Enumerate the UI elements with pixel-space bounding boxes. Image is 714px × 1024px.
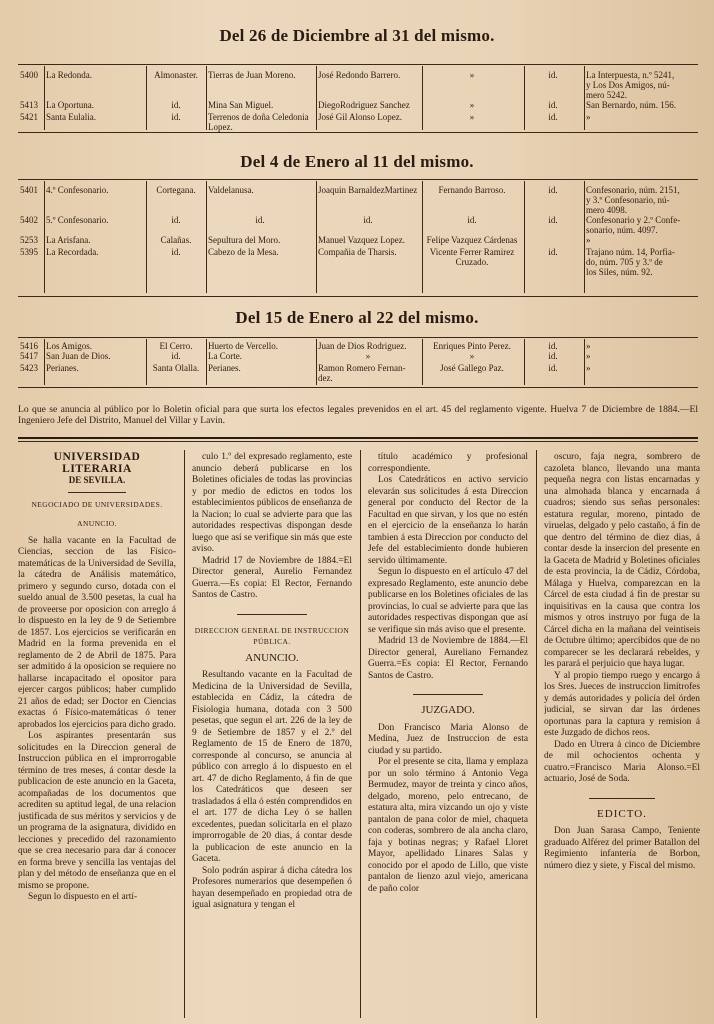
paragraph: Dado en Utrera á cinco de Diciembre de mil ochocientos ochenta y cuatro.=Francisco Maria Alonso.=El actuario, José de Soda.: [544, 739, 700, 784]
claim-number: 5400: [20, 70, 38, 80]
reference: id.: [548, 70, 558, 80]
rule: [18, 337, 698, 338]
owner-name: Compañia de Tharsis.: [318, 247, 397, 257]
paragraph: Y al propio tiempo ruego y encargo á los Sres. Jueces de instruccion limítrofes y demás autoridades y policía del órden judicial, se sirvan dar las órdenes oportunas para la captura y remision á este Juzgado de dichos reos.: [544, 670, 700, 738]
borders: »: [586, 235, 591, 245]
column-rule: [146, 339, 147, 385]
representative: Vicente Ferrer Ramirez Cruzado.: [429, 247, 515, 267]
column-rule: [44, 339, 45, 385]
section-title-3: Del 15 de Enero al 22 del mismo.: [235, 308, 479, 327]
representative: Enriques Pinto Perez.: [433, 341, 511, 351]
paragraph: Se halla vacante en la Facultad de Ciencias, seccion de las Físico-matemáticas de la Universidad de Sevilla, la cátedra de Análisis matemático, primero y segundo curso, dotada con el sueldo anual de 3.500 pesetas, la cual ha de proveerse por oposicion con arreglo á lo dispuesto en la ley de 9 de Setiembre de 1857. Los ejercicios se verificarán en Madrid en la forma prevenida en el reglamento de 2 de Abril de 1875. Para ser admitido á la oposicion se requiere no hallarse incapacitado el opositor para ejercer cargos públicos; haber cumplido 21 años de edad; ser Doctor en Ciencias exactas ó Físico-matemáticas ó tener aprobados los ejercicios para dicho grado.: [18, 535, 176, 730]
direction-paragraphs-a: [192, 452, 352, 602]
rule: [18, 387, 698, 388]
borders: Confesonario y 2.º Confe- sonario, núm. 4097.: [586, 215, 681, 235]
reference: id.: [548, 351, 558, 361]
column-rule: [422, 66, 423, 130]
claims-table-1: [18, 68, 698, 130]
representative: Fernando Barroso.: [438, 185, 506, 195]
site-name: La Corte.: [208, 351, 242, 361]
column-rule: [206, 181, 207, 293]
site-name: Cabezo de la Mesa.: [208, 247, 279, 257]
column-rule: [146, 66, 147, 130]
paragraph: Madrid 17 de Noviembre de 1884.=El Director general, Aurelio Fernandez Guerra.—Es copia: El Rector, Fernando Santos de Castro.: [192, 555, 352, 600]
mine-name: La Redonda.: [46, 70, 92, 80]
paragraph: oscuro, faja negra, sombrero de cazoleta blanco, llevando una manta pequeña negra con listas encarnadas y una almohada blanca y encarnada á cuadros; siendo sus señas personales: estatura regular, moreno, pintado de viruelas, delgado y pelo castaño, á fin de que dentro del término de diez dias, á contar desde la insercion del presente en la Gaceta de Madrid y Boletines oficiales de esta provincia, la de Cádiz, Córdoba, Málaga y Huelva, comparezcan en la Cárcel de esta ciudad á fin de prestar su inquisitivas en la causa que contra los mismos y otros instruyo por fuga de la Cárcel dicha en la mañana del veintiseis de Octubre último; apercibidos que de no comparecer se les declarará rebeldes, y les parará el perjuicio que haya lugar.: [544, 452, 700, 669]
column-rule: [206, 66, 207, 130]
mine-name: La Arisfana.: [46, 235, 91, 245]
university-paragraphs: [18, 536, 176, 904]
claim-number: 5253: [20, 235, 38, 245]
column-rule: [524, 181, 525, 293]
mine-name: 4.º Confesonario.: [46, 185, 109, 195]
site-name: Perianes.: [208, 363, 241, 373]
borders: »: [586, 112, 591, 122]
column-rule: [584, 181, 585, 293]
double-rule: [18, 441, 698, 442]
site-name: Sepultura del Moro.: [208, 235, 281, 245]
borders: Confesonario, núm. 2151, y 3.º Confesonario, nú- mero 4098.: [586, 185, 680, 215]
paragraph: Solo podrán aspirar á dicha cátedra los Profesores numerarios que desempeñen ó hayan desempeñado en propiedad otra de igual asignatura y tengan el: [192, 865, 352, 910]
representative: »: [469, 70, 475, 80]
mining-notice: Lo que se anuncia al público por lo Boletin oficial para que surta los efectos legales prevenidos en el art. 45 del reglamento vigente. Huelva 7 de Diciembre de 1884.—El Ingeniero Jefe del Distrito, Manuel del Villar y Lavin.: [18, 404, 698, 426]
municipality: id.: [171, 100, 181, 110]
mine-name: Perianes.: [46, 363, 79, 373]
claims-table-3: [18, 341, 698, 385]
mine-name: Santa Eulalia.: [46, 112, 96, 122]
rule: [18, 132, 698, 133]
rule: [237, 614, 307, 615]
site-name: Mina San Miguel.: [208, 100, 274, 110]
column-divider: [360, 450, 361, 1018]
owner-name: José Gil Alonso Lopez.: [318, 112, 402, 122]
municipality: id.: [171, 112, 181, 122]
borders: »: [586, 341, 591, 351]
rule: [68, 492, 126, 493]
rule: [589, 798, 655, 799]
paragraph: Por el presente se cita, llama y emplaza por un solo término á Antonio Vega Bermudez, mayor de treinta y cinco años, delgado, moreno, pelo entrecano, de estatura alta, mira vizcando un ojo y viste pantalon de pana color de miel, chaqueta con coderas, sombrero de ala ancha claro, faja y botinas negras; y Rafael Lloret Mayor, apellidado Linares Salas y conocido por el apodo de Lillo, que viste pantalon de lienzo azul viejo, americana de paño color: [368, 757, 528, 894]
column-rule: [422, 339, 423, 385]
owner-name: DiegoRodriguez Sanchez: [318, 100, 410, 110]
column-divider: [184, 450, 185, 1018]
mine-name: San Juan de Dios.: [46, 351, 111, 361]
site-name: id.: [255, 215, 265, 225]
borders: »: [586, 363, 591, 373]
claims-table-2: [18, 183, 698, 293]
municipality: El Cerro.: [159, 341, 193, 351]
site-name: Tierras de Juan Moreno.: [208, 70, 296, 80]
notice-heading: ANUNCIO.: [77, 519, 117, 528]
reference: id.: [548, 185, 558, 195]
rule: [413, 694, 483, 695]
rule: [18, 64, 698, 65]
paragraph: Don Juan Sarasa Campo, Teniente graduado Alférez del primer Batallon del Regimiento infantería de Borbon, número diez y siete, y Fiscal del mismo.: [544, 826, 700, 871]
representative: »: [469, 112, 475, 122]
paragraph: título académico y profesional correspondiente.: [368, 452, 528, 474]
municipality: Calañas.: [160, 235, 192, 245]
mine-name: La Recordada.: [46, 247, 99, 257]
column-rule: [44, 66, 45, 130]
column-rule: [44, 181, 45, 293]
direction-paragraphs-b: [192, 670, 352, 912]
owner-name: José Redondo Barrero.: [318, 70, 401, 80]
court-paragraphs-a: [368, 452, 528, 682]
court-heading: JUZGADO.: [421, 704, 475, 716]
mine-name: 5.º Confesonario.: [46, 215, 109, 225]
reference: id.: [548, 363, 558, 373]
claim-number: 5401: [20, 185, 38, 195]
department: NEGOCIADO DE UNIVERSIDADES.: [31, 499, 163, 509]
borders: La Interpuesta, n.º 5241, y Los Dos Amigos, nú- mero 5242.: [586, 70, 675, 100]
borders: San Bernardo, núm. 156.: [586, 100, 676, 110]
university-title: UNIVERSIDAD LITERARIA: [53, 452, 141, 475]
direction-heading: ANUNCIO.: [245, 651, 299, 664]
paragraph: Don Francisco Maria Alonso de Medina, Juez de Instruccion de esta ciudad y su partido.: [368, 722, 528, 756]
edict-paragraphs: [544, 826, 700, 872]
paragraph: Los Catedráticos en activo servicio elevarán sus solicitudes á esta Direccion general por conducto del Rector de la Facultad en que sirvan, y los que no estén en el ejercicio de la enseñanza lo harán tambien á esta Direccion por conducto del Jefe del establecimiento donde hubieren servido últimamente.: [368, 475, 528, 566]
column-rule: [584, 339, 585, 385]
column-rule: [146, 181, 147, 293]
owner-name: Manuel Vazquez Lopez.: [318, 235, 406, 245]
claim-number: 5402: [20, 215, 38, 225]
municipality: id.: [171, 247, 181, 257]
direction-title: DIRECCION GENERAL DE INSTRUCCION PÚBLICA.: [194, 625, 350, 646]
municipality: Almonaster.: [154, 70, 198, 80]
claim-number: 5423: [20, 363, 38, 373]
column-divider: [536, 450, 537, 1018]
reference: id.: [548, 100, 558, 110]
column-rule: [524, 339, 525, 385]
mine-name: La Oportuna.: [46, 100, 94, 110]
rule: [18, 179, 698, 180]
column-rule: [422, 181, 423, 293]
column-rule: [206, 339, 207, 385]
claim-number: 5417: [20, 351, 38, 361]
double-rule: [18, 437, 698, 439]
paragraph: Madrid 13 de Noviembre de 1884.—El Director general, Aureliano Fernandez Guerra.=Es copia: El Rector, Fernando Santos de Castro.: [368, 636, 528, 681]
claim-number: 5413: [20, 100, 38, 110]
reference: id.: [548, 215, 558, 225]
column-direction: [192, 452, 352, 1017]
column-rule: [316, 339, 317, 385]
claim-number: 5416: [20, 341, 38, 351]
paragraph: Resultando vacante en la Facultad de Medicina de la Universidad de Sevilla, establecida en Cádiz, la cátedra de Fisiologia humana, dotada con 3 500 pesetas, que segun el art. 226 de la ley de 9 de Setiembre de 1857 y el 2.º del Reglamento de 15 de Enero de 1870, corresponde al concurso, se anuncia al público con arreglo á lo dispuesto en el art. 47 de dicho Reglamento, á fin de que los Catedráticos que deseen ser trasladados á ella ó estén comprendidos en el art. 177 de dicha Ley ó se hallen excedentes, puedan solicitarla en el plazo improrrogable de 20 dias, á contar desde la publicacion de este anuncio en la Gaceta.: [192, 670, 352, 864]
claim-number: 5395: [20, 247, 38, 257]
column-rule: [316, 181, 317, 293]
column-rule: [316, 66, 317, 130]
section-title-1: Del 26 de Diciembre al 31 del mismo.: [219, 26, 495, 45]
representative: José Gallego Paz.: [440, 363, 504, 373]
paragraph: Los aspirantes presentarán sus solicitudes en la Direccion general de Instruccion pública en el improrrogable término de tres meses, á contar desde la publicacion de este anuncio en la Gaceta, acompañadas de los documentos que acrediten su aptitud legal, de una relacion justificada de sus méritos y servicios y de un programa de la asignatura, dividido en lecciones y precedido del razonamiento que se crea necesario para dar á conocer en forma breve y sencilla las ventajas del plan y del método de enseñanza que en el mismo se propone.: [18, 731, 176, 891]
municipality: Santa Olalla.: [152, 363, 200, 373]
mine-name: Los Amigos.: [46, 341, 93, 351]
site-name: Huerto de Vercello.: [208, 341, 279, 351]
court-paragraphs-b: [368, 723, 528, 896]
borders: »: [586, 351, 591, 361]
reference: id.: [548, 247, 558, 257]
rule: [18, 296, 698, 297]
paragraph: Segun lo dispuesto en el artículo 47 del expresado Reglamento, este anuncio debe publicarse en los Boletines oficiales de las provincias, lo cual se advierte para que las autoridades respectivas dispongan que así se verifique sin más aviso que el presente.: [368, 567, 528, 635]
university-subtitle: DE SEVILLA.: [68, 475, 126, 485]
paragraph: Segun lo dispuesto en el artí-: [28, 892, 138, 902]
section-title-2: Del 4 de Enero al 11 del mismo.: [240, 152, 474, 171]
owner-name: id.: [363, 215, 373, 225]
claim-number: 5421: [20, 112, 38, 122]
representative: »: [469, 351, 475, 361]
owner-name: Joaquin BarnaldezMartinez: [318, 185, 418, 195]
column-court: [368, 452, 528, 1017]
site-name: Valdelanusa.: [208, 185, 254, 195]
column-edict: [544, 452, 700, 1017]
column-university: [18, 452, 176, 1017]
municipality: Cortegana.: [156, 185, 196, 195]
owner-name: »: [365, 351, 371, 361]
reference: id.: [548, 112, 558, 122]
paragraph: culo 1.º del expresado reglamento, este anuncio deberá publicarse en los Boletines oficiales de todas las provincias y por medio de edictos en todos los establecimientos públicos de enseñanza de la Nacion; lo cual se advierte para que las autoridades respectivas dispongan desde luego que así se verifique sin más que este aviso.: [192, 452, 352, 554]
representative: Felipe Vazquez Cárdenas: [426, 235, 518, 245]
column-rule: [584, 66, 585, 130]
borders: Trajano núm. 14, Porfia- do, núm. 705 y 3.º de los Siles, núm. 92.: [586, 247, 675, 277]
summons-paragraphs: [544, 452, 700, 786]
owner-name: Juan de Dios Rodriguez.: [318, 341, 407, 351]
reference: id.: [548, 341, 558, 351]
municipality: id.: [171, 351, 181, 361]
column-rule: [524, 66, 525, 130]
representative: id.: [467, 215, 477, 225]
edict-heading: EDICTO.: [597, 807, 647, 820]
municipality: id.: [171, 215, 181, 225]
site-name: Terrenos de doña Celedonia Lopez.: [208, 112, 309, 132]
representative: »: [469, 100, 475, 110]
owner-name: Ramon Romero Fernan- dez.: [318, 363, 406, 383]
